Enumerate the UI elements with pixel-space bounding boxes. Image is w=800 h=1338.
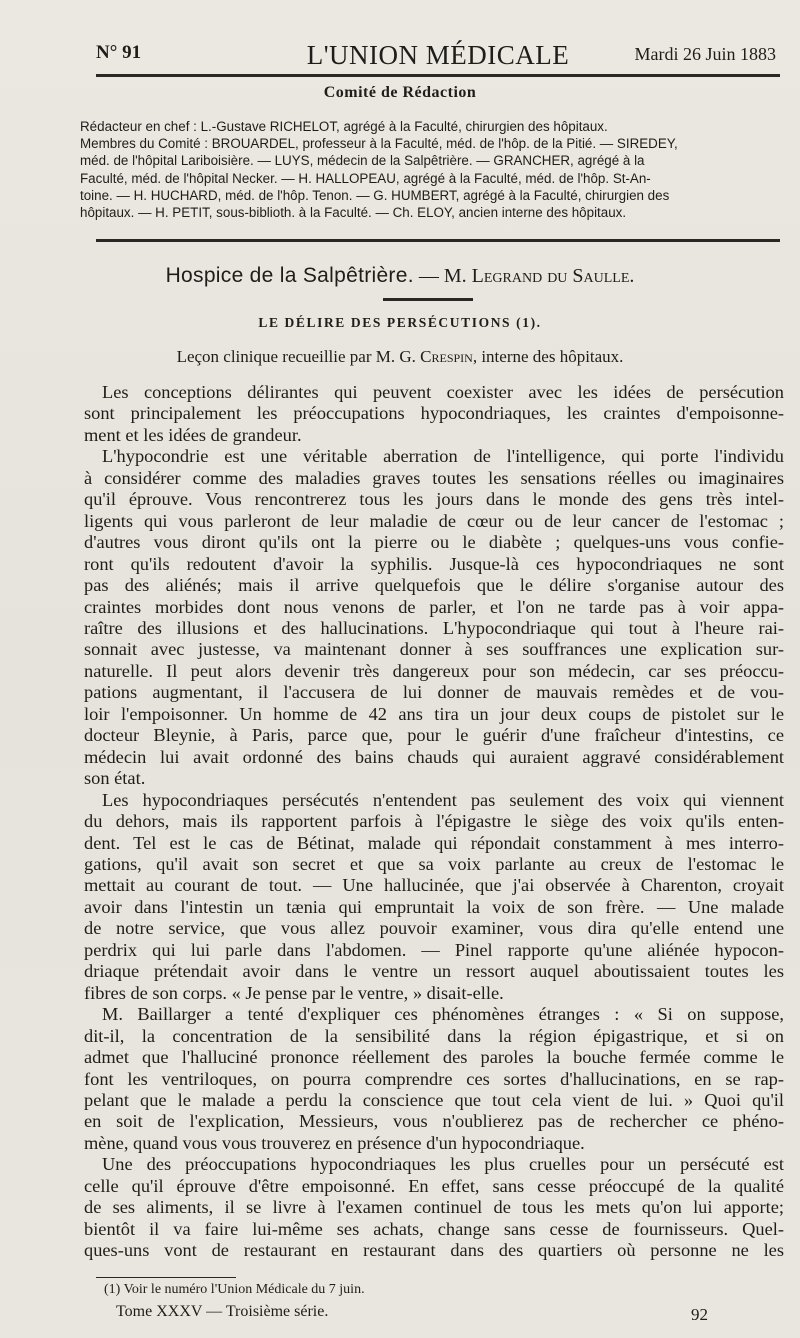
text-line: font les ventriloques, on pourra comprendre ces sortes d'hallucinations, en se rap- [84,1068,784,1089]
text-line: de notre service, que vous allez pouvoir examiner, vous dira qu'elle entend une [84,918,784,939]
lecture-subtitle [0,347,800,367]
editorial-committee [80,118,778,221]
committee-line: toine. — H. HUCHARD, méd. de l'hôp. Tenon. — G. HUMBERT, agrégé à la Faculté, chirurgien des [80,187,670,203]
text-line: en soit de l'explication, Messieurs, vous n'oublierez pas de rechercher ce phéno- [84,1111,784,1132]
text-line: perdrix qui lui parle dans l'abdomen. — Pinel rapporte qu'une aliénée hypocon- [84,939,784,960]
text-line: pations augmentant, il l'accusera de lui donner de mauvais remèdes et de vou- [84,682,784,703]
committee-line: Faculté, méd. de l'hôpital Necker. — H. HALLOPEAU, agrégé à la Faculté, méd. de l'hôp. St-An- [80,170,651,186]
lecturer-name: Legrand du Saulle. [471,265,635,287]
section-title [0,264,800,288]
text-line: admet que l'halluciné prononce réellement des paroles la bouche fermée comme le [84,1047,784,1068]
text-line: ques-uns vont de restaurant en restaurant dans des quartiers où personne ne les [84,1240,784,1261]
committee-line: méd. de l'hôpital Lariboisière. — LUYS, médecin de la Salpêtrière. — GRANCHER, agrégé à la [80,153,645,169]
text-line: pas des aliénés; mais il arrive quelquefois que le délire s'organise autour des [84,575,784,596]
text-line: M. Baillarger a tenté d'expliquer ces phénomènes étranges : « Si on suppose, [102,1004,784,1025]
text-line: de ses aliments, il se livre à l'examen continuel de tous les mets qu'on lui apporte; [84,1197,784,1218]
footnote-rule [96,1277,236,1278]
text-line: fibres de son corps. « Je pense par le ventre, » disait-elle. [84,982,504,1003]
hospital-name: Hospice de la Salpêtrière. [165,264,414,287]
page-header [96,38,780,72]
title-rule [383,298,473,301]
text-line: ment et les idées de grandeur. [84,424,302,445]
text-line: mène, quand vous vous trouverez en présence d'un hypocondriaque. [84,1132,585,1153]
text-line: Les conceptions délirantes qui peuvent coexister avec les idées de persécution [102,382,784,402]
journal-title: L'UNION MÉDICALE [306,40,570,70]
text-line: loir l'empoisonner. Un homme de 42 ans tira un jour deux coups de pistolet sur le [84,703,784,724]
text-line: L'hypocondrie est une véritable aberration de l'intelligence, qui porte l'individu [102,446,784,467]
text-line: bientôt il va faire lui-même ses achats, change sans cesse de fournisseurs. Quel- [84,1218,784,1239]
text-line: d'autres vous diront qu'ils ont la pierre ou le diabète ; quelques-uns vous confie- [84,532,784,553]
tome-label: Tome XXXV — Troisième série. [116,1303,329,1320]
page-number: 92 [691,1305,708,1324]
text-line: dent. Tel est le cas de Bétinat, malade qui répondait constamment à mes interro- [84,832,784,853]
text-line: docteur Bleynie, à Paris, parce que, pour le guérir d'une fraîcheur d'intestins, ce [84,725,784,746]
text-line: naturelle. Il peut alors devenir très dangereux pour son médecin, car ses préoccu- [84,660,784,681]
text-line: son état. [84,768,146,789]
footnote: (1) Voir le numéro l'Union Médicale du 7 juin. [104,1282,365,1297]
issue-date: Mardi 26 Juin 1883 [634,44,776,64]
text-line: sont principalement les préoccupations hypocondriaques, les craintes d'empoisonne- [84,403,784,424]
issue-number: N° 91 [96,42,142,63]
committee-title: Comité de Rédaction [323,84,477,101]
text-line: dit-il, la concentration de la sensibilité dans la région épigastrique, et si on [84,1025,784,1046]
text-line: gations, qu'il avait son secret et que sa voix parlante au creux de l'estomac le [84,853,784,874]
text-line: sonnait avec justesse, va maintenant donner à ses souffrances une explication sur- [84,639,784,660]
lecture-title: LE DÉLIRE DES PERSÉCUTIONS (1). [258,315,542,330]
committee-line: hôpitaux. — H. PETIT, sous-biblioth. à la Faculté. — Ch. ELOY, ancien interne des hôpitaux. [80,205,627,221]
text-line: à considérer comme des maladies graves toutes les sensations réelles ou imaginaires [84,467,784,488]
text-line: ront qu'ils redoutent d'avoir la syphilis. Jusque-là ces hypocondriaques ne sont [84,553,784,574]
page-footer [116,1303,708,1325]
text-line: craintes morbides dont nous venons de parler, et l'on ne tarde pas à voir appa- [84,596,784,617]
committee-line: Membres du Comité : BROUARDEL, professeur à la Faculté, méd. de l'hôp. de la Pitié. — SIREDEY, [80,136,678,152]
text-line: mettait au courant de tout. — Une hallucinée, que j'ai observée à Charenton, croyait [84,875,784,896]
committee-rule [96,239,780,242]
subtitle-prefix: Leçon clinique recueillie par M. G. [176,347,421,366]
text-line: celle qu'il éprouve d'être empoisonné. En effet, sans cesse préoccupé de la qualité [84,1175,784,1196]
text-line: médecin lui avait ordonné des bains chauds qui auraient aggravé considérablement [84,746,784,767]
header-rule [96,74,780,77]
article-body [84,382,784,1262]
text-line: pelant que le malade a perdu la conscience que tout cela vient de lui. » Quoi qu'il [84,1089,784,1110]
text-line: driaque prétendait avoir dans le ventre un ressort auquel aboutissaient toutes les [84,961,784,982]
committee-line: Rédacteur en chef : L.-Gustave RICHELOT, agrégé à la Faculté, chirurgien des hôpitaux. [80,119,608,134]
transcriber-name: Crespin [420,347,473,366]
text-line: Les hypocondriaques persécutés n'entendent pas seulement des voix qui viennent [102,789,784,810]
text-line: qu'il éprouve. Vous rencontrerez tous les jours dans le monde des gens très intel- [84,489,784,510]
text-line: avoir dans l'intestin un tænia qui empruntait la voix de son frère. — Une malade [84,896,784,917]
text-line: ligents qui vous parleront de leur maladie de cœur ou de leur cancer de l'estomac ; [84,510,784,531]
text-line: du dehors, mais ils rapportent parfois à l'épigastre le siège des voix qu'ils enten- [84,811,784,832]
text-line: Une des préoccupations hypocondriaques les plus cruelles pour un persécuté est [102,1154,784,1175]
title-dash: — M. [413,265,472,287]
text-line: raître des illusions et des hallucinations. L'hypocondriaque qui tout à l'heure rai- [84,617,784,638]
subtitle-suffix: , interne des hôpitaux. [472,347,624,366]
